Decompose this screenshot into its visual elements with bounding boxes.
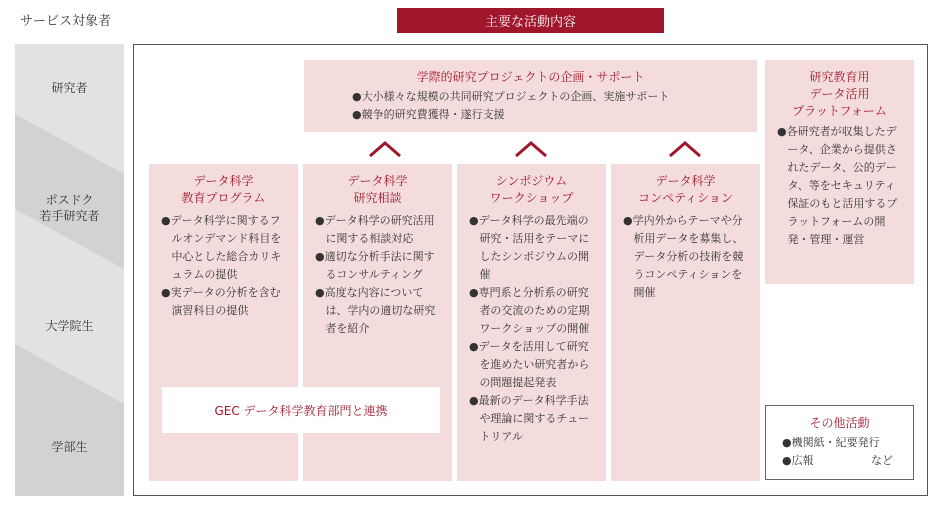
etc-label: など [871, 454, 893, 467]
list-item: ●競争的研究費獲得・遂行支援 [352, 108, 505, 121]
education-program-list [161, 212, 290, 320]
list-item: ●実データの分析を含む演習科目の提供 [161, 286, 281, 317]
education-program-title: データ科学 教育プログラム [181, 174, 266, 205]
list-item: ●機関紙・紀要発行 [782, 436, 880, 449]
chevron-up-icon [514, 140, 548, 158]
service-target-label: サービス対象者 [20, 14, 112, 29]
list-item [782, 452, 905, 470]
symposium-workshop-list [469, 212, 598, 446]
list-item: ●データを活用して研究を進めたい研究者からの問題提起発表 [469, 340, 590, 389]
gec-link-label: GEC データ科学教育部門と連携 [162, 387, 440, 433]
list-item: ●最新のデータ科学手法や理論に関するチュートリアル [469, 394, 590, 443]
tier-undergraduate: 学部生 [51, 440, 88, 454]
target-column-stripes [15, 44, 124, 496]
list-item-label: ●広報 [782, 454, 814, 467]
other-activities-box [765, 405, 914, 480]
symposium-workshop-title: シンポジウム ワークショップ [489, 174, 574, 205]
research-consulting-box [303, 164, 452, 481]
chevron-up-icon [368, 140, 402, 158]
list-item: ●適切な分析手法に関するコンサルティング [315, 250, 435, 281]
target-column [15, 44, 124, 496]
main-activities-title: 主要な活動内容 [397, 8, 664, 33]
tier-graduate: 大学院生 [45, 319, 94, 333]
other-activities-title: その他活動 [809, 416, 870, 430]
list-item: ●データ科学に関するフルオンデマンド科目を中心とした総合カリキュラムの提供 [161, 214, 282, 281]
data-platform-list [777, 123, 906, 249]
list-item: ●各研究者が収集したデータ、企業から提供されたデータ、公的データ、等をセキュリティ保証のもと活用するプラットフォームの開発・管理・運営 [777, 125, 898, 246]
other-activities-list [782, 434, 905, 470]
tier-postdoc: ポスドク 若手研究者 [39, 193, 100, 223]
interdisciplinary-title: 学際的研究プロジェクトの企画・サポート [416, 70, 645, 84]
list-item: ●データ科学の最先端の研究・活用をテーマにしたシンポジウムの開催 [469, 214, 590, 281]
competition-box [611, 164, 760, 481]
interdisciplinary-box [304, 60, 757, 132]
data-platform-box [765, 60, 914, 284]
competition-title: データ科学 コンペティション [638, 174, 733, 205]
data-platform-title: 研究教育用 データ活用 プラットフォーム [792, 70, 887, 118]
research-consulting-list [315, 212, 444, 338]
list-item: ●専門系と分析系の研究者の交流のための定期ワークショップの開催 [469, 286, 590, 335]
chevron-up-icon [668, 140, 702, 158]
education-program-box [149, 164, 298, 481]
list-item: ●大小様々な規模の共同研究プロジェクトの企画、実施サポート [352, 90, 670, 103]
tier-researcher: 研究者 [51, 81, 88, 95]
interdisciplinary-list [352, 88, 757, 124]
competition-list [623, 212, 752, 302]
list-item: ●高度な内容については、学内の適切な研究者を紹介 [315, 286, 436, 335]
research-consulting-title: データ科学 研究相談 [347, 174, 408, 205]
symposium-workshop-box [457, 164, 606, 481]
list-item: ●データ科学の研究活用に関する相談対応 [315, 214, 435, 245]
list-item: ●学内外からテーマや分析用データを募集し、データ分析の技術を競うコンペティションを開催 [623, 214, 744, 299]
